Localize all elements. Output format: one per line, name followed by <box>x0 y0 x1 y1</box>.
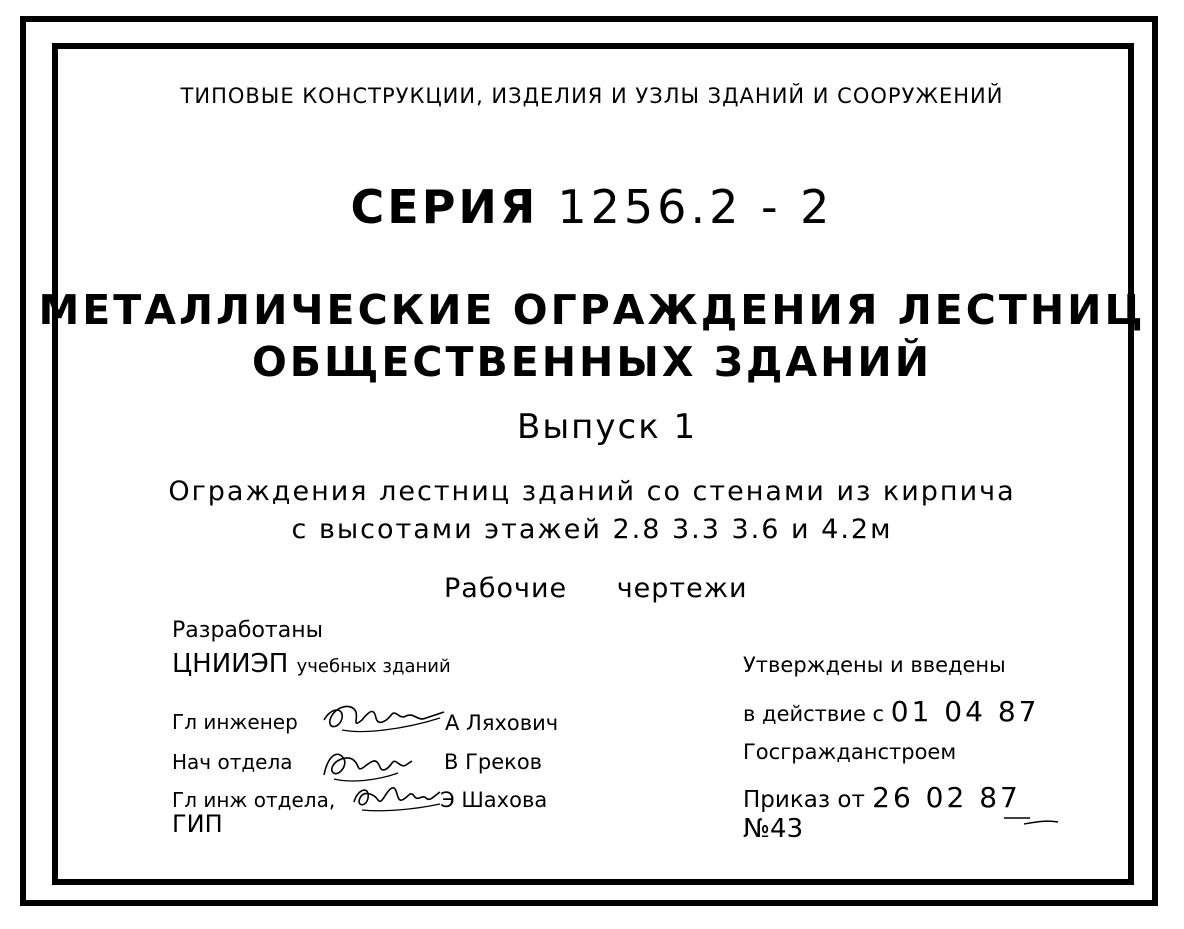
signatory-name: В Греков <box>444 750 543 774</box>
developer-organization <box>172 651 451 677</box>
developer-org-rest: учебных зданий <box>296 656 451 677</box>
series-label: СЕРИЯ <box>350 180 539 234</box>
approving-authority: Госгражданстроем <box>743 740 957 764</box>
main-title-line-2: ОБЩЕСТВЕННЫХ ЗДАНИЙ <box>251 338 933 386</box>
signatory-position: Гл инж отдела, <box>172 788 336 812</box>
header-catalog-line: ТИПОВЫЕ КОНСТРУКЦИИ, ИЗДЕЛИЯ И УЗЛЫ ЗДАНИЙ И СООРУЖЕНИЙ <box>180 84 1004 108</box>
main-title-line-1: МЕТАЛЛИЧЕСКИЕ ОГРАЖДЕНИЯ ЛЕСТНИЦ <box>38 286 1146 334</box>
signatory-position: Гл инженер <box>172 710 298 734</box>
signatory-name: А Ляхович <box>445 711 559 735</box>
order-line <box>743 781 1021 814</box>
effective-date: 01 04 87 <box>890 695 1040 728</box>
effective-date-prefix: в действие с <box>743 702 885 726</box>
handwritten-signature <box>320 745 415 785</box>
approval-line-2 <box>743 695 1040 728</box>
working-drawings-label: Рабочие чертежи <box>444 573 748 604</box>
order-date: 26 02 87 <box>872 781 1021 814</box>
order-number: №43 <box>743 814 804 844</box>
handwritten-signature <box>352 780 444 816</box>
signatory-position: Нач отдела <box>172 750 293 774</box>
developer-org-main: ЦНИИЭП <box>172 649 289 679</box>
subtitle-line-1: Ограждения лестниц зданий со стенами из кирпича <box>168 476 1016 507</box>
developed-by-label: Разработаны <box>172 618 323 643</box>
signatory-name: Э Шахова <box>440 788 548 812</box>
chief-project-engineer-label: ГИП <box>172 810 223 838</box>
handwritten-signature <box>322 700 447 736</box>
approval-line-1: Утверждены и введены <box>743 653 1006 677</box>
series-heading <box>0 180 1184 234</box>
subtitle-line-2: с высотами этажей 2.8 3.3 3.6 и 4.2м <box>291 514 893 545</box>
issue-label: Выпуск 1 <box>517 407 698 447</box>
order-prefix: Приказ от <box>743 787 865 813</box>
series-number: 1256.2 - 2 <box>557 180 834 234</box>
order-date-underline <box>1002 814 1062 826</box>
